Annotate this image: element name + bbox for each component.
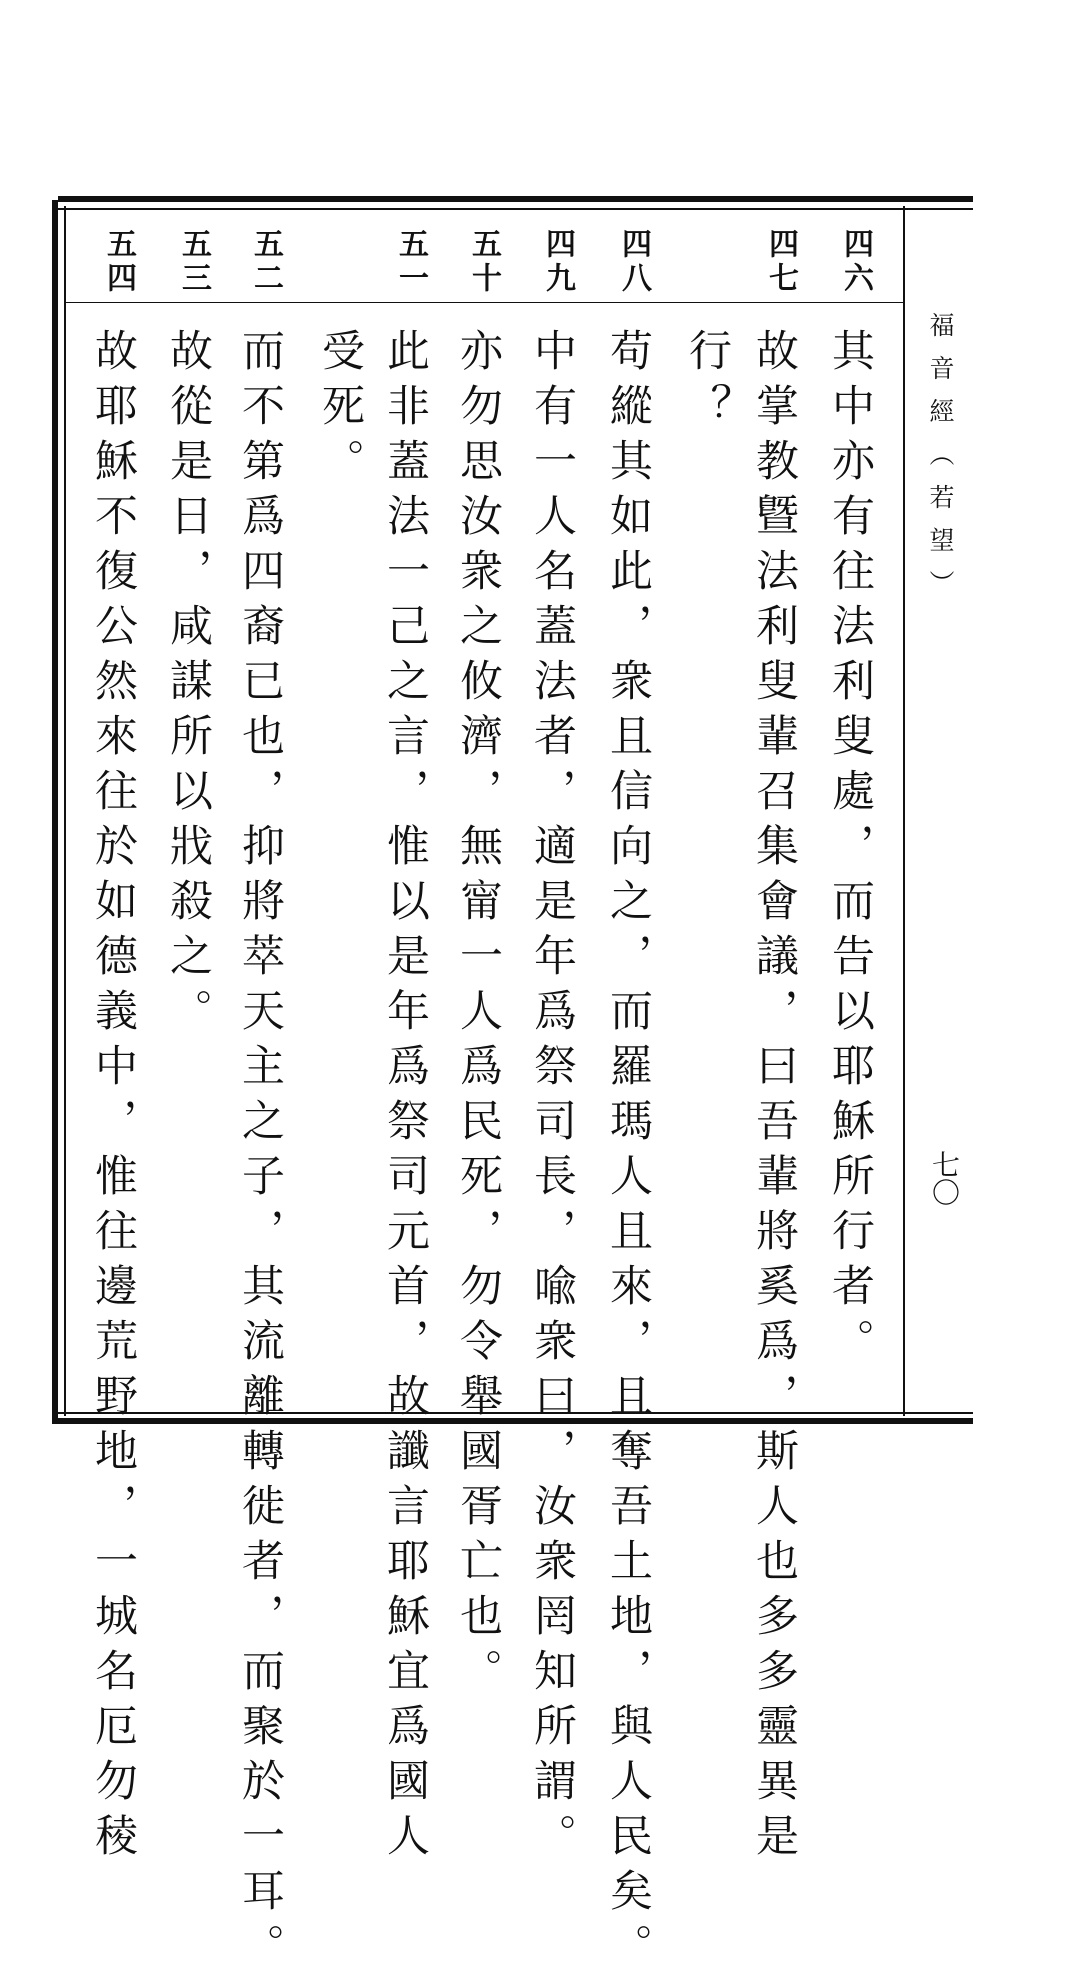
- running-head: 福音經（若望）: [926, 312, 955, 613]
- number-band-divider: [66, 302, 903, 303]
- margin-divider: [903, 206, 905, 1416]
- bottom-rule-thick: [52, 1418, 973, 1424]
- verse-number: 四六: [838, 228, 873, 296]
- top-rule-thick: [58, 196, 973, 202]
- verse-number: 四九: [540, 228, 575, 296]
- verse-text: 中有一人名蓋法者，適是年爲祭司長，喩衆曰，汝衆罔知所謂。: [527, 328, 577, 1868]
- verse-text: 其中亦有往法利叟處，而告以耶穌所行者。: [825, 328, 875, 1373]
- verse-text-continued: 受死。: [315, 328, 365, 493]
- page-number: 七〇: [928, 1150, 961, 1206]
- verse-text: 亦勿思汝衆之攸濟，無甯一人爲民死，勿令舉國胥亡也。: [453, 328, 503, 1703]
- verse-number: 四七: [763, 228, 798, 296]
- verse-text: 此非蓋法一己之言，惟以是年爲祭司元首，故讖言耶穌宜爲國人: [380, 328, 430, 1868]
- top-rule-thin: [58, 208, 973, 210]
- verse-text: 故掌教曁法利叟輩召集會議，曰吾輩將奚爲，斯人也多多靈異是: [749, 328, 799, 1868]
- verse-number: 五三: [176, 228, 211, 296]
- bottom-rule-thin: [52, 1412, 973, 1414]
- verse-text-continued: 行？: [682, 328, 732, 438]
- left-border-thick: [52, 200, 58, 1420]
- verse-text: 故從是日，咸謀所以戕殺之。: [163, 328, 213, 1043]
- verse-number: 五一: [393, 228, 428, 296]
- verse-text: 而不第爲四裔已也，抑將萃天主之子，其流離轉徙者，而聚於一耳。: [235, 328, 285, 1978]
- verse-number: 五十: [466, 228, 501, 296]
- verse-number: 五二: [248, 228, 283, 296]
- verse-text: 苟縱其如此，衆且信向之，而羅瑪人且來，且奪吾土地，與人民矣。: [603, 328, 653, 1978]
- verse-text: 故耶穌不復公然來往於如德義中，惟往邊荒野地，一城名厄勿稜: [88, 328, 138, 1868]
- verse-number: 五四: [101, 228, 136, 296]
- left-border-thin: [64, 206, 66, 1416]
- verse-number: 四八: [616, 228, 651, 296]
